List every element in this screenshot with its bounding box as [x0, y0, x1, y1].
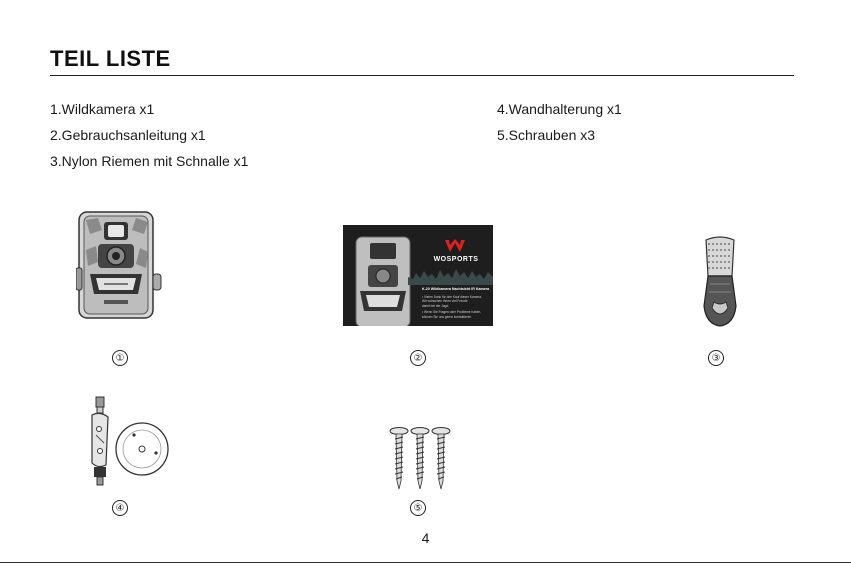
page-title: TEIL LISTE	[50, 46, 171, 71]
part-item: 5.Schrauben x3	[497, 127, 596, 143]
manual-heading: K-20 Wildkamera Nachtsicht IR Kamera	[422, 287, 490, 291]
parts-list-right	[497, 96, 622, 148]
screws-image	[387, 425, 453, 493]
part-item: 1.Wildkamera x1	[50, 101, 155, 117]
trail-camera-image	[76, 210, 162, 322]
figure-label-4: ④	[112, 500, 128, 516]
screw-icon	[432, 428, 450, 490]
manual-line: Wir wünschen Ihnen viel Freude	[422, 299, 468, 304]
figure-label-2: ②	[410, 350, 426, 366]
screw-icon	[390, 428, 408, 490]
wosports-logo-icon	[444, 239, 466, 253]
page-number: 4	[421, 530, 430, 546]
bottom-divider	[0, 562, 851, 563]
manual-line: • Vielen Dank für den Kauf dieser Kamera,	[422, 295, 482, 299]
wall-mount-image	[86, 395, 170, 491]
manual-body	[422, 295, 490, 319]
manual-line: können Sie uns gerne kontaktieren	[422, 314, 472, 319]
manual-forest-graphic	[408, 265, 493, 285]
part-item: 2.Gebrauchsanleitung x1	[50, 127, 206, 143]
figure-label-1: ①	[112, 350, 128, 366]
nylon-strap-image	[700, 236, 740, 330]
manual-line: • Wenn Sie Fragen oder Probleme haben,	[422, 310, 482, 315]
part-item: 3.Nylon Riemen mit Schnalle x1	[50, 153, 249, 169]
parts-list-left	[50, 96, 248, 174]
figure-label-5: ⑤	[410, 500, 426, 516]
title-divider	[50, 75, 794, 76]
screw-icon	[411, 428, 429, 490]
manual-image	[343, 225, 493, 326]
part-item: 4.Wandhalterung x1	[497, 101, 622, 117]
manual-brand: WOSPORTS	[433, 256, 479, 263]
manual-line: damit bei der Jagd.	[422, 303, 450, 308]
figure-label-3: ③	[708, 350, 724, 366]
